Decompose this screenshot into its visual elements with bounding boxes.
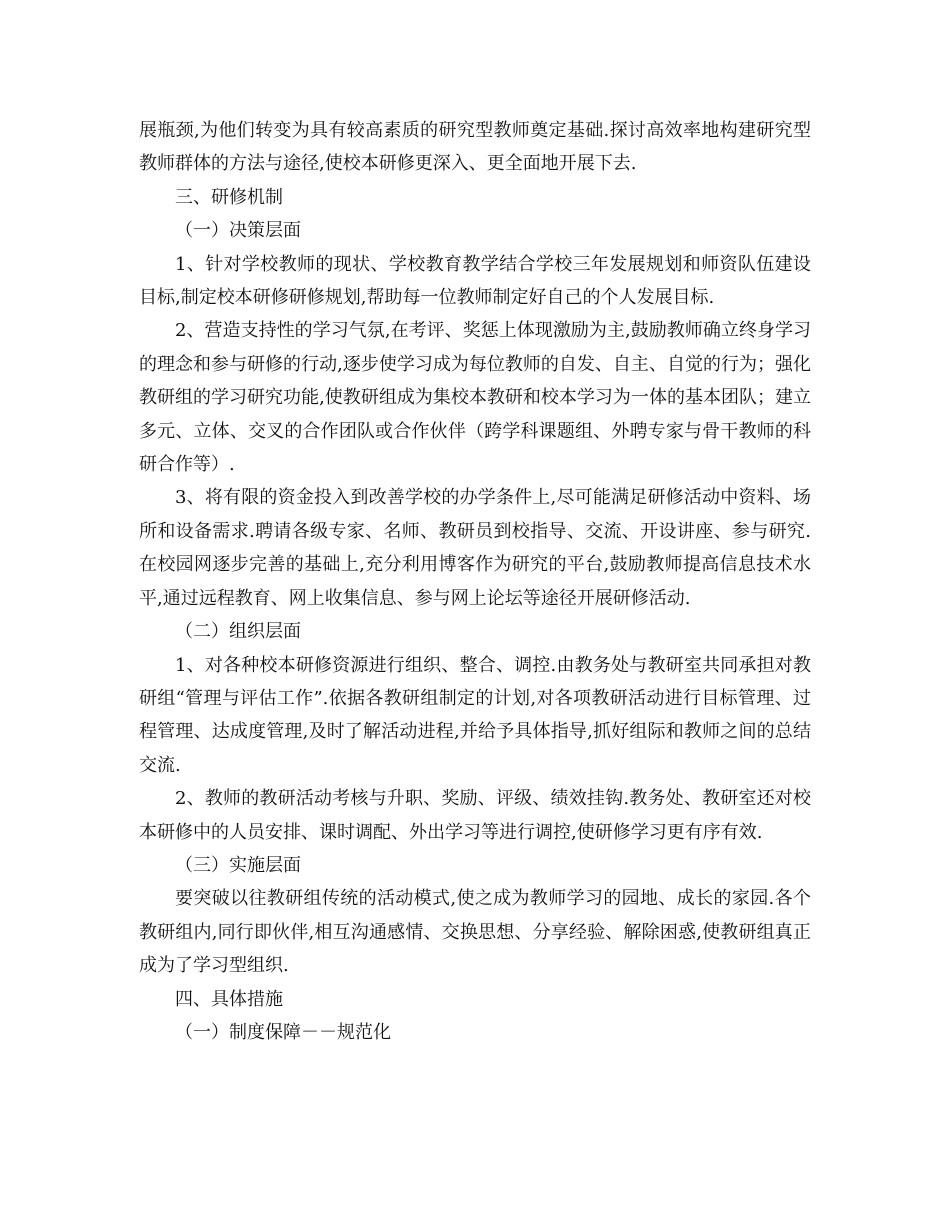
subsection-heading-system: （一）制度保障－－规范化 xyxy=(175,1021,391,1043)
paragraph-decision-2: 2、营造支持性的学习气氛,在考评、奖惩上体现激励为主,鼓励教师确立终身学习的理念和参与研修的行动,逐步使学习成为每位教师的自发、自主、自觉的行为；强化教研组的学习研究功能,使教研组成为集校本教研和校本学习为一体的基本团队；建立多元、立体、交叉的合作团队或合作伙伴（跨学科课题组、外聘专家与骨干教师的科研合作等）. xyxy=(139,320,811,476)
paragraph-decision-1: 1、针对学校教师的现状、学校教育教学结合学校三年发展规划和师资队伍建设目标,制定校本研修研修规划,帮助每一位教师制定好自己的个人发展目标. xyxy=(139,253,811,309)
paragraph-continued: 展瓶颈,为他们转变为具有较高素质的研究型教师奠定基础.探讨高效率地构建研究型教师群体的方法与途径,使校本研修更深入、更全面地开展下去. xyxy=(139,120,811,175)
paragraph-organization-2: 2、教师的教研活动考核与升职、奖励、评级、绩效挂钩.教务处、教研室还对校本研修中的人员安排、课时调配、外出学习等进行调控,使研修学习更有序有效. xyxy=(139,788,811,843)
subsection-heading-implementation: （三）实施层面 xyxy=(175,854,301,876)
subsection-heading-organization: （二）组织层面 xyxy=(175,621,301,643)
paragraph-decision-3: 3、将有限的资金投入到改善学校的办学条件上,尽可能满足研修活动中资料、场所和设备需求.聘请各级专家、名师、教研员到校指导、交流、开设讲座、参与研究.在校园网逐步完善的基础上,充分利用博客作为研究的平台,鼓励教师提高信息技术水平,通过远程教育、网上收集信息、参与网上论坛等途径开展研修活动. xyxy=(139,487,811,609)
paragraph-organization-1: 1、对各种校本研修资源进行组织、整合、调控.由教务处与教研室共同承担对教研组“管理与评估工作”.依据各教研组制定的计划,对各项教研活动进行目标管理、过程管理、达成度管理,及时了解活动进程,并给予具体指导,抓好组际和教师之间的总结交流. xyxy=(139,654,811,776)
subsection-heading-decision: （一）决策层面 xyxy=(175,220,301,242)
paragraph-implementation: 要突破以往教研组传统的活动模式,使之成为教师学习的园地、成长的家园.各个教研组内,同行即伙伴,相互沟通感情、交换思想、分享经验、解除困惑,使教研组真正成为了学习型组织. xyxy=(139,888,811,977)
section-heading-measures: 四、具体措施 xyxy=(175,988,283,1010)
section-heading-mechanism: 三、研修机制 xyxy=(175,186,283,208)
document-body xyxy=(139,114,811,1049)
